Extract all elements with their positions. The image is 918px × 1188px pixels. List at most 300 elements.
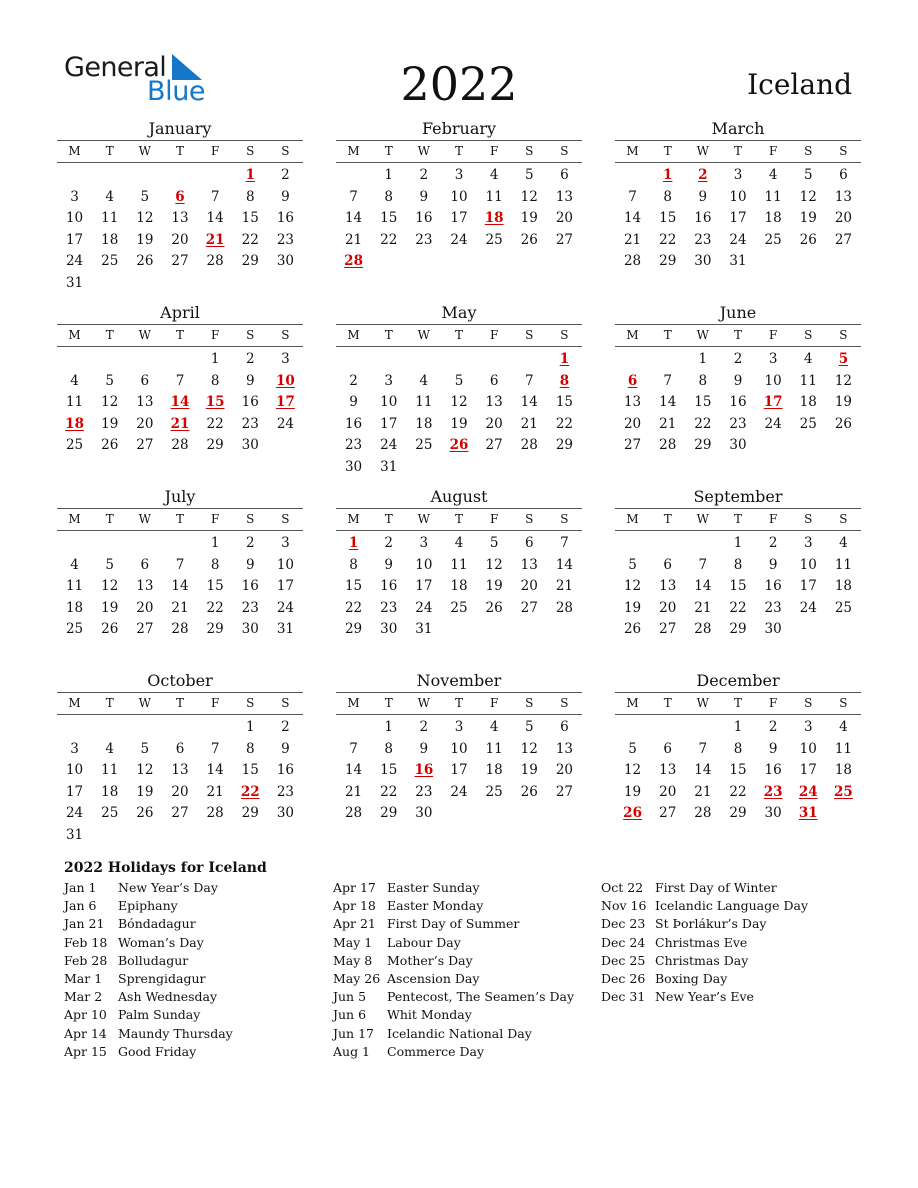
weekday-header-row — [615, 140, 861, 163]
holiday-day-cell: 10 — [276, 372, 295, 389]
month-march — [615, 119, 861, 273]
day-cell: 20 — [555, 762, 573, 779]
weekday-label: T — [663, 512, 672, 526]
holiday-name: New Year’s Eve — [655, 989, 754, 1005]
day-cell: 24 — [65, 805, 84, 822]
day-cell: 18 — [101, 783, 119, 800]
day-cell: 19 — [520, 210, 538, 227]
weekday-label: T — [175, 696, 184, 710]
empty-cell — [650, 717, 685, 739]
weekday-label: S — [839, 512, 848, 526]
empty-cell — [92, 349, 127, 371]
day-cell: 20 — [171, 231, 189, 248]
day-cell: 3 — [281, 351, 290, 367]
day-cell: 9 — [349, 394, 358, 411]
day-cell: 13 — [171, 210, 189, 227]
day-cell: 3 — [70, 740, 79, 757]
weekday-label: T — [175, 328, 184, 342]
empty-cell — [127, 165, 162, 187]
weekday-label: S — [560, 512, 569, 526]
day-cell: 1 — [245, 719, 255, 735]
day-cell: 4 — [105, 188, 114, 205]
day-cell: 5 — [628, 556, 637, 573]
day-cell: 7 — [349, 740, 358, 757]
weekday-label: S — [560, 696, 569, 710]
holiday-row — [333, 1043, 574, 1061]
day-cell: 27 — [136, 437, 154, 454]
day-cell: 6 — [524, 535, 534, 551]
day-cell: 11 — [764, 188, 782, 205]
day-cell: 15 — [659, 210, 677, 227]
month-january — [57, 119, 303, 295]
day-cell: 14 — [206, 210, 224, 227]
weekday-label: F — [210, 144, 220, 158]
day-cell: 10 — [450, 188, 468, 205]
day-cell: 8 — [349, 556, 358, 573]
weekday-label: S — [525, 696, 534, 710]
day-cell: 20 — [623, 415, 642, 432]
holiday-row — [64, 1006, 233, 1024]
weekday-label: S — [839, 696, 848, 710]
day-cell: 18 — [834, 762, 852, 779]
day-cell: 22 — [206, 599, 224, 616]
month-name: March — [711, 119, 765, 138]
day-cell: 15 — [555, 394, 573, 411]
empty-cell — [441, 349, 476, 371]
empty-cell — [92, 533, 127, 555]
weekday-label: F — [489, 144, 499, 158]
weekday-label: S — [804, 328, 813, 342]
day-cell: 31 — [65, 826, 84, 843]
day-cell: 6 — [560, 719, 569, 735]
weekday-label: M — [347, 144, 360, 158]
day-cell: 5 — [803, 167, 813, 183]
day-cell: 16 — [764, 578, 782, 595]
day-cell: 5 — [628, 740, 637, 757]
holiday-date: Feb 28 — [64, 952, 108, 968]
day-cell: 11 — [65, 394, 84, 411]
day-cell: 10 — [276, 556, 294, 573]
weekday-label: W — [138, 696, 152, 710]
holiday-day-cell: 1 — [245, 167, 255, 183]
weekday-label: M — [68, 328, 81, 342]
day-cell: 12 — [101, 394, 119, 411]
day-cell: 29 — [206, 621, 224, 638]
day-cell: 4 — [839, 719, 848, 735]
month-name: December — [696, 671, 780, 690]
weekday-label: T — [384, 512, 393, 526]
day-cell: 21 — [171, 599, 189, 616]
day-cell: 3 — [454, 167, 464, 183]
day-cell: 21 — [555, 578, 573, 595]
day-cell: 10 — [729, 188, 747, 205]
day-cell: 2 — [281, 167, 290, 183]
day-cell: 3 — [419, 535, 429, 551]
weekday-label: S — [560, 328, 569, 342]
holiday-row — [64, 970, 233, 988]
weekday-header-row — [336, 508, 582, 531]
day-cell: 26 — [101, 621, 119, 638]
empty-cell — [685, 717, 720, 739]
holiday-date: Apr 17 — [333, 880, 376, 895]
day-cell: 4 — [489, 167, 499, 183]
day-cell: 29 — [555, 437, 573, 454]
weekday-header-row — [57, 140, 303, 163]
holiday-row — [601, 988, 808, 1006]
weekday-label: T — [733, 144, 742, 158]
holiday-day-cell: 26 — [623, 805, 642, 822]
day-grid — [57, 533, 303, 641]
day-cell: 12 — [101, 578, 119, 595]
day-cell: 9 — [419, 188, 429, 205]
weekday-label: T — [175, 512, 184, 526]
day-cell: 30 — [764, 621, 782, 638]
day-cell: 3 — [384, 372, 393, 389]
day-cell: 20 — [659, 599, 677, 616]
weekday-label: F — [768, 328, 778, 342]
day-cell: 23 — [380, 599, 398, 616]
weekday-label: M — [626, 144, 639, 158]
weekday-header-row — [615, 508, 861, 531]
holiday-row — [64, 952, 233, 970]
day-cell: 13 — [623, 394, 642, 411]
day-cell: 25 — [450, 599, 468, 616]
day-cell: 11 — [485, 188, 503, 205]
day-cell: 2 — [245, 351, 255, 367]
day-cell: 13 — [834, 188, 852, 205]
holiday-name: Pentecost, The Seamen’s Day — [387, 989, 574, 1005]
holidays-title: 2022 Holidays for Iceland — [64, 860, 267, 876]
day-cell: 19 — [101, 415, 119, 432]
day-cell: 13 — [659, 762, 677, 779]
empty-cell — [615, 165, 650, 187]
brand-name-general: General — [64, 52, 167, 83]
weekday-label: W — [696, 696, 710, 710]
day-cell: 22 — [206, 415, 224, 432]
day-grid — [57, 349, 303, 457]
empty-cell — [477, 349, 512, 371]
day-cell: 2 — [384, 535, 393, 551]
weekday-label: T — [454, 144, 463, 158]
day-cell: 1 — [733, 719, 743, 735]
day-cell: 27 — [520, 599, 538, 616]
weekday-label: S — [246, 328, 255, 342]
day-cell: 28 — [694, 805, 712, 822]
day-cell: 26 — [136, 253, 154, 270]
day-cell: 13 — [520, 556, 538, 573]
day-cell: 9 — [245, 372, 255, 389]
weekday-label: T — [663, 696, 672, 710]
day-grid — [336, 349, 582, 479]
day-cell: 9 — [281, 740, 290, 757]
holiday-name: First Day of Winter — [655, 880, 777, 895]
empty-cell — [406, 349, 441, 371]
empty-cell — [162, 533, 197, 555]
weekday-label: T — [663, 144, 672, 158]
day-cell: 10 — [415, 556, 433, 573]
day-cell: 22 — [694, 415, 712, 432]
month-name: January — [148, 119, 212, 138]
day-cell: 19 — [520, 762, 538, 779]
weekday-label: T — [733, 512, 742, 526]
day-cell: 24 — [380, 437, 398, 454]
day-cell: 5 — [454, 372, 464, 389]
holiday-name: Easter Monday — [387, 898, 484, 914]
day-grid — [615, 349, 861, 457]
day-cell: 16 — [276, 210, 294, 227]
day-cell: 20 — [136, 415, 154, 432]
day-cell: 3 — [803, 535, 813, 551]
day-cell: 7 — [628, 188, 637, 205]
weekday-label: S — [246, 144, 255, 158]
day-cell: 21 — [344, 231, 363, 248]
weekday-label: M — [68, 512, 81, 526]
holiday-row — [64, 934, 233, 952]
holiday-day-cell: 22 — [240, 783, 260, 800]
day-cell: 2 — [419, 167, 429, 183]
day-cell: 15 — [206, 578, 224, 595]
holiday-name: Mother’s Day — [387, 952, 473, 968]
day-cell: 27 — [171, 253, 189, 270]
day-cell: 14 — [555, 556, 573, 573]
weekday-label: T — [105, 696, 114, 710]
day-cell: 27 — [555, 783, 573, 800]
weekday-label: W — [417, 696, 431, 710]
day-cell: 25 — [65, 437, 84, 454]
day-cell: 15 — [241, 210, 259, 227]
day-cell: 18 — [799, 394, 817, 411]
day-cell: 8 — [210, 556, 220, 573]
day-cell: 18 — [764, 210, 782, 227]
holiday-day-cell: 16 — [414, 762, 434, 779]
day-cell: 2 — [245, 535, 255, 551]
day-cell: 12 — [450, 394, 468, 411]
day-cell: 20 — [485, 415, 503, 432]
day-cell: 20 — [659, 783, 677, 800]
holiday-row — [601, 915, 808, 933]
weekday-label: S — [804, 512, 813, 526]
day-cell: 7 — [663, 372, 672, 389]
day-cell: 23 — [415, 783, 433, 800]
day-cell: 11 — [834, 740, 852, 757]
day-cell: 27 — [136, 621, 154, 638]
day-cell: 12 — [834, 372, 852, 389]
month-name: February — [421, 119, 497, 138]
month-april — [57, 303, 303, 457]
weekday-label: T — [454, 512, 463, 526]
day-cell: 21 — [206, 783, 224, 800]
day-cell: 22 — [241, 231, 259, 248]
day-cell: 29 — [206, 437, 224, 454]
weekday-label: T — [105, 144, 114, 158]
weekday-label: F — [489, 696, 499, 710]
day-cell: 24 — [65, 253, 84, 270]
weekday-label: T — [454, 696, 463, 710]
day-cell: 12 — [136, 210, 154, 227]
day-cell: 27 — [659, 621, 677, 638]
day-cell: 17 — [799, 578, 817, 595]
holiday-date: Jun 17 — [333, 1025, 374, 1041]
holiday-row — [64, 1025, 233, 1043]
day-cell: 4 — [70, 372, 79, 389]
day-cell: 26 — [834, 415, 852, 432]
day-cell: 13 — [659, 578, 677, 595]
day-cell: 6 — [663, 556, 672, 573]
day-cell: 31 — [65, 274, 84, 291]
holiday-date: Jun 5 — [333, 989, 367, 1005]
day-cell: 15 — [694, 394, 712, 411]
day-cell: 6 — [140, 556, 150, 573]
month-september — [615, 487, 861, 641]
calendar-year: 2022 — [400, 57, 518, 111]
weekday-label: S — [281, 696, 290, 710]
weekday-label: T — [384, 696, 393, 710]
day-cell: 28 — [206, 253, 224, 270]
day-cell: 20 — [171, 783, 189, 800]
holiday-date: Dec 26 — [601, 970, 646, 986]
day-cell: 14 — [344, 210, 363, 227]
brand-name-blue: Blue — [147, 76, 206, 107]
holiday-row — [333, 1006, 574, 1024]
day-grid — [336, 165, 582, 273]
day-cell: 14 — [694, 578, 712, 595]
month-name: August — [430, 487, 488, 506]
day-cell: 1 — [698, 351, 708, 367]
month-february — [336, 119, 582, 273]
day-cell: 30 — [241, 621, 259, 638]
holiday-row — [64, 915, 233, 933]
day-cell: 23 — [344, 437, 363, 454]
day-cell: 4 — [768, 167, 778, 183]
day-cell: 6 — [175, 740, 185, 757]
day-cell: 24 — [276, 599, 294, 616]
holiday-day-cell: 28 — [344, 253, 363, 270]
day-cell: 18 — [101, 231, 119, 248]
day-cell: 21 — [694, 599, 712, 616]
day-cell: 22 — [659, 231, 677, 248]
weekday-label: F — [489, 512, 499, 526]
holiday-date: Apr 15 — [64, 1043, 107, 1059]
holiday-row — [601, 879, 808, 897]
holiday-column — [64, 879, 233, 1061]
empty-cell — [371, 349, 406, 371]
day-cell: 7 — [698, 556, 708, 573]
day-cell: 1 — [384, 719, 393, 735]
day-cell: 18 — [485, 762, 503, 779]
weekday-header-row — [57, 324, 303, 347]
day-cell: 24 — [450, 231, 468, 248]
weekday-label: T — [454, 328, 463, 342]
empty-cell — [57, 165, 92, 187]
day-cell: 5 — [140, 740, 150, 757]
day-cell: 17 — [799, 762, 817, 779]
day-cell: 5 — [524, 167, 534, 183]
weekday-label: F — [210, 328, 220, 342]
day-cell: 28 — [344, 805, 363, 822]
empty-cell — [57, 533, 92, 555]
day-cell: 25 — [764, 231, 782, 248]
weekday-label: W — [138, 328, 152, 342]
day-cell: 23 — [764, 599, 782, 616]
day-cell: 9 — [698, 188, 708, 205]
day-cell: 13 — [555, 740, 573, 757]
day-cell: 28 — [171, 621, 189, 638]
holiday-day-cell: 31 — [798, 805, 818, 822]
day-cell: 10 — [799, 556, 817, 573]
holiday-day-cell: 15 — [205, 394, 225, 411]
holiday-day-cell: 17 — [276, 394, 295, 411]
day-cell: 18 — [65, 599, 84, 616]
day-cell: 3 — [768, 351, 778, 367]
weekday-label: T — [105, 512, 114, 526]
weekday-header-row — [615, 324, 861, 347]
holiday-day-cell: 26 — [449, 437, 469, 454]
day-cell: 7 — [698, 740, 708, 757]
day-cell: 1 — [733, 535, 743, 551]
day-cell: 15 — [380, 762, 398, 779]
day-cell: 27 — [171, 805, 189, 822]
day-cell: 15 — [241, 762, 259, 779]
day-cell: 26 — [520, 231, 538, 248]
day-cell: 24 — [799, 599, 817, 616]
day-grid — [336, 533, 582, 641]
day-cell: 30 — [241, 437, 259, 454]
day-cell: 2 — [349, 372, 358, 389]
day-cell: 12 — [520, 740, 538, 757]
empty-cell — [512, 349, 547, 371]
weekday-label: W — [417, 144, 431, 158]
day-cell: 30 — [344, 458, 363, 475]
day-cell: 8 — [245, 188, 255, 205]
weekday-label: M — [626, 696, 639, 710]
day-cell: 15 — [729, 762, 747, 779]
day-cell: 20 — [136, 599, 154, 616]
day-cell: 3 — [70, 188, 79, 205]
day-cell: 1 — [210, 351, 220, 367]
day-cell: 16 — [276, 762, 294, 779]
holiday-name: Icelandic Language Day — [655, 898, 809, 914]
day-cell: 3 — [281, 535, 290, 551]
day-cell: 31 — [729, 253, 747, 270]
day-cell: 27 — [834, 231, 852, 248]
day-grid — [615, 717, 861, 825]
holiday-date: Apr 14 — [64, 1025, 107, 1041]
empty-cell — [92, 717, 127, 739]
day-cell: 28 — [694, 621, 712, 638]
day-cell: 12 — [799, 188, 817, 205]
weekday-label: W — [696, 328, 710, 342]
holiday-day-cell: 2 — [698, 167, 708, 183]
day-cell: 28 — [171, 437, 189, 454]
weekday-label: S — [839, 328, 848, 342]
holiday-row — [333, 915, 574, 933]
day-cell: 28 — [206, 805, 224, 822]
empty-cell — [127, 349, 162, 371]
holiday-name: First Day of Summer — [387, 916, 520, 932]
day-cell: 26 — [136, 805, 154, 822]
day-cell: 31 — [415, 621, 433, 638]
day-cell: 14 — [171, 578, 189, 595]
day-cell: 7 — [175, 556, 185, 573]
day-cell: 8 — [698, 372, 708, 389]
day-cell: 25 — [101, 805, 119, 822]
day-cell: 2 — [768, 535, 778, 551]
day-cell: 29 — [380, 805, 398, 822]
holiday-name: Maundy Thursday — [118, 1025, 233, 1041]
holiday-day-cell: 21 — [205, 231, 225, 248]
day-cell: 30 — [764, 805, 782, 822]
day-cell: 14 — [623, 210, 642, 227]
